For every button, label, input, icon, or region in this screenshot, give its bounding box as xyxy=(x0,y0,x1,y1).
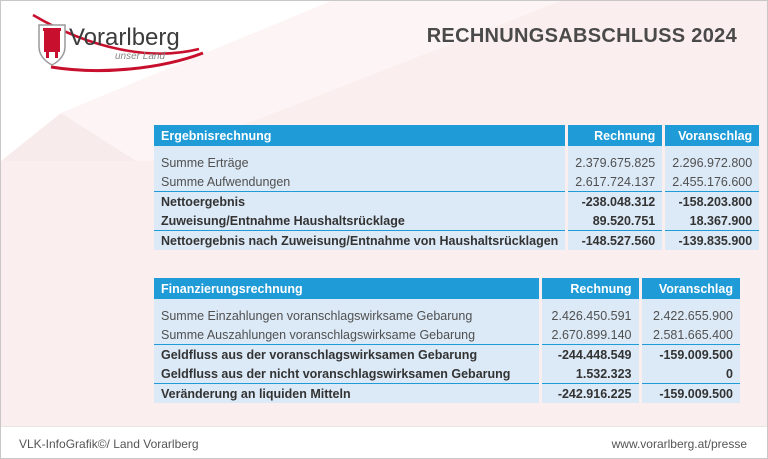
row-label: Nettoergebnis xyxy=(154,192,567,212)
footer-credit: VLK-InfoGrafik©/ Land Vorarlberg xyxy=(19,437,199,451)
row-voranschlag: 18.367.900 xyxy=(664,211,759,231)
row-voranschlag: 0 xyxy=(640,364,740,384)
ergebnisrechnung-table xyxy=(154,125,759,250)
row-label: Summe Aufwendungen xyxy=(154,172,567,192)
row-label: Summe Einzahlungen voranschlagswirksame Gebarung xyxy=(154,302,540,325)
table-row xyxy=(154,192,759,212)
column-header-label: Finanzierungsrechnung xyxy=(154,278,540,299)
row-rechnung: -242.916.225 xyxy=(540,384,640,404)
column-header-rechnung: Rechnung xyxy=(567,125,664,146)
row-voranschlag: -158.203.800 xyxy=(664,192,759,212)
row-rechnung: -238.048.312 xyxy=(567,192,664,212)
row-rechnung: -244.448.549 xyxy=(540,345,640,365)
row-label: Geldfluss aus der nicht voranschlagswirksamen Gebarung xyxy=(154,364,540,384)
row-label: Summe Auszahlungen voranschlagswirksame Gebarung xyxy=(154,325,540,345)
vorarlberg-logo[interactable] xyxy=(31,9,231,79)
table-row xyxy=(154,211,759,231)
row-voranschlag: -159.009.500 xyxy=(640,384,740,404)
row-rechnung: 1.532.323 xyxy=(540,364,640,384)
table-row xyxy=(154,364,740,384)
row-rechnung: 2.379.675.825 xyxy=(567,149,664,172)
row-rechnung: 2.617.724.137 xyxy=(567,172,664,192)
page-title: RECHNUNGSABSCHLUSS 2024 xyxy=(426,25,737,47)
row-voranschlag: 2.581.665.400 xyxy=(640,325,740,345)
footer-link[interactable]: www.vorarlberg.at/presse xyxy=(611,437,747,451)
row-label: Zuweisung/Entnahme Haushaltsrücklage xyxy=(154,211,567,231)
row-voranschlag: 2.455.176.600 xyxy=(664,172,759,192)
table-row xyxy=(154,172,759,192)
logo-tagline: unser Land xyxy=(115,51,166,62)
logo-wordmark: Vorarlberg xyxy=(69,24,180,51)
row-rechnung: 2.670.899.140 xyxy=(540,325,640,345)
column-header-label: Ergebnisrechnung xyxy=(154,125,567,146)
row-voranschlag: -139.835.900 xyxy=(664,231,759,251)
table-row xyxy=(154,325,740,345)
row-voranschlag: 2.296.972.800 xyxy=(664,149,759,172)
row-label: Geldfluss aus der voranschlagswirksamen Gebarung xyxy=(154,345,540,365)
table-header-row xyxy=(154,278,740,299)
finanzierungsrechnung-table xyxy=(154,278,740,403)
table-row xyxy=(154,302,740,325)
table-row xyxy=(154,384,740,404)
row-label: Summe Erträge xyxy=(154,149,567,172)
row-rechnung: 89.520.751 xyxy=(567,211,664,231)
row-rechnung: -148.527.560 xyxy=(567,231,664,251)
row-label: Nettoergebnis nach Zuweisung/Entnahme von Haushaltsrücklagen xyxy=(154,231,567,251)
row-voranschlag: 2.422.655.900 xyxy=(640,302,740,325)
table-row xyxy=(154,149,759,172)
row-voranschlag: -159.009.500 xyxy=(640,345,740,365)
row-rechnung: 2.426.450.591 xyxy=(540,302,640,325)
column-header-rechnung: Rechnung xyxy=(540,278,640,299)
table-header-row xyxy=(154,125,759,146)
table-row xyxy=(154,345,740,365)
column-header-voranschlag: Voranschlag xyxy=(640,278,740,299)
column-header-voranschlag: Voranschlag xyxy=(664,125,759,146)
row-label: Veränderung an liquiden Mitteln xyxy=(154,384,540,404)
table-row xyxy=(154,231,759,251)
